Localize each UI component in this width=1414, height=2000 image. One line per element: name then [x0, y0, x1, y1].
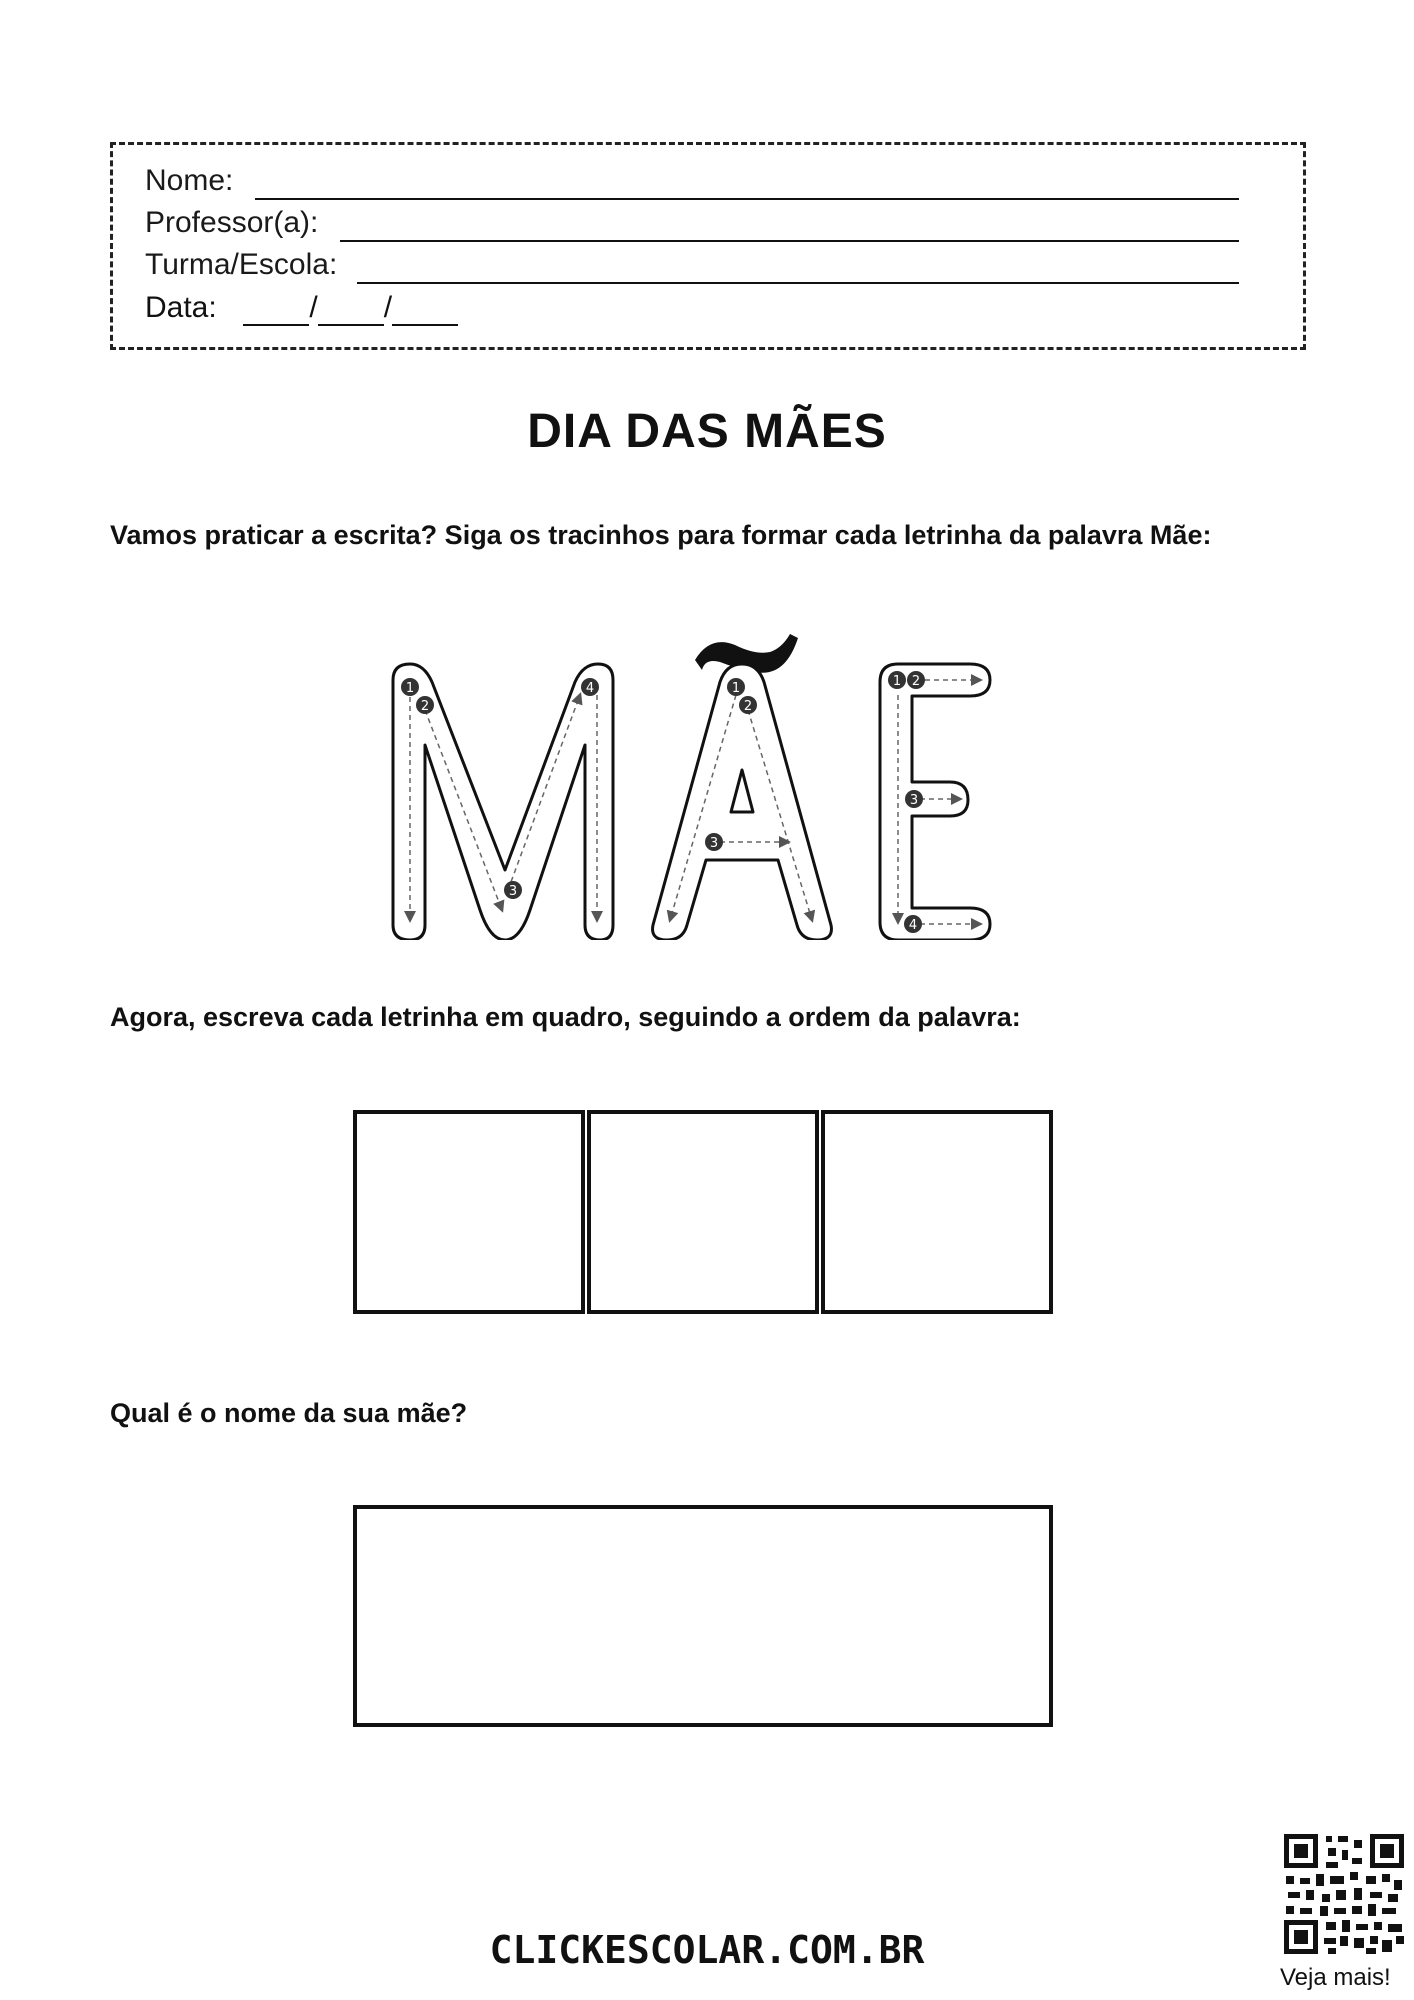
name-line[interactable] — [255, 198, 1239, 200]
step-badge — [739, 696, 757, 714]
step-badge — [907, 671, 925, 689]
class-row — [145, 247, 337, 283]
date-month-line[interactable] — [318, 290, 384, 326]
step-badge — [416, 696, 434, 714]
date-year-line[interactable] — [392, 290, 458, 326]
date-separator: / — [309, 291, 318, 324]
step-badge — [727, 678, 745, 696]
mother-name-question: Qual é o nome da sua mãe? — [110, 1398, 468, 1428]
svg-text:4: 4 — [585, 681, 595, 696]
step-badge — [504, 881, 522, 899]
trace-letter-a-tilde[interactable] — [653, 634, 832, 940]
date-separator: / — [383, 291, 393, 324]
letter-box-3[interactable] — [821, 1110, 1053, 1314]
page-title: DIA DAS MÃES — [527, 405, 887, 458]
date-row — [145, 290, 458, 326]
teacher-row — [145, 205, 318, 241]
class-line[interactable] — [357, 282, 1239, 284]
svg-text:3: 3 — [508, 884, 518, 899]
letter-box-1[interactable] — [353, 1110, 585, 1314]
letter-box-2[interactable] — [587, 1110, 819, 1314]
step-badge — [705, 833, 723, 851]
svg-text:3: 3 — [709, 836, 719, 851]
svg-text:4: 4 — [908, 918, 918, 933]
step-badge — [401, 678, 419, 696]
qr-label: Veja mais! — [1280, 1964, 1391, 1991]
trace-instruction: Vamos praticar a escrita? Siga os tracinhos para formar cada letrinha da palavra Mãe: — [110, 520, 1212, 550]
class-label: Turma/Escola: — [145, 248, 338, 281]
footer-site: CLICKESCOLAR.COM.BR — [489, 1928, 925, 1972]
teacher-label: Professor(a): — [145, 206, 319, 239]
student-info-box — [110, 142, 1306, 350]
trace-letter-m[interactable] — [393, 664, 613, 940]
step-badge — [581, 678, 599, 696]
step-badge — [904, 915, 922, 933]
trace-word-mae — [380, 620, 1040, 940]
name-label: Nome: — [145, 164, 234, 197]
svg-text:1: 1 — [405, 681, 415, 696]
mother-name-box[interactable] — [353, 1505, 1053, 1727]
svg-text:1: 1 — [892, 674, 902, 689]
svg-text:2: 2 — [911, 674, 921, 689]
teacher-line[interactable] — [340, 240, 1239, 242]
boxes-instruction: Agora, escreva cada letrinha em quadro, seguindo a ordem da palavra: — [110, 1002, 1021, 1032]
step-badge — [888, 671, 906, 689]
svg-text:1: 1 — [731, 681, 741, 696]
svg-text:3: 3 — [909, 793, 919, 808]
svg-text:2: 2 — [420, 699, 430, 714]
svg-text:2: 2 — [743, 699, 753, 714]
trace-letter-e[interactable] — [880, 664, 990, 940]
qr-code-icon[interactable] — [1282, 1832, 1406, 1956]
date-label: Data: — [145, 291, 217, 324]
name-row — [145, 163, 233, 199]
date-day-line[interactable] — [243, 290, 309, 326]
step-badge — [905, 790, 923, 808]
